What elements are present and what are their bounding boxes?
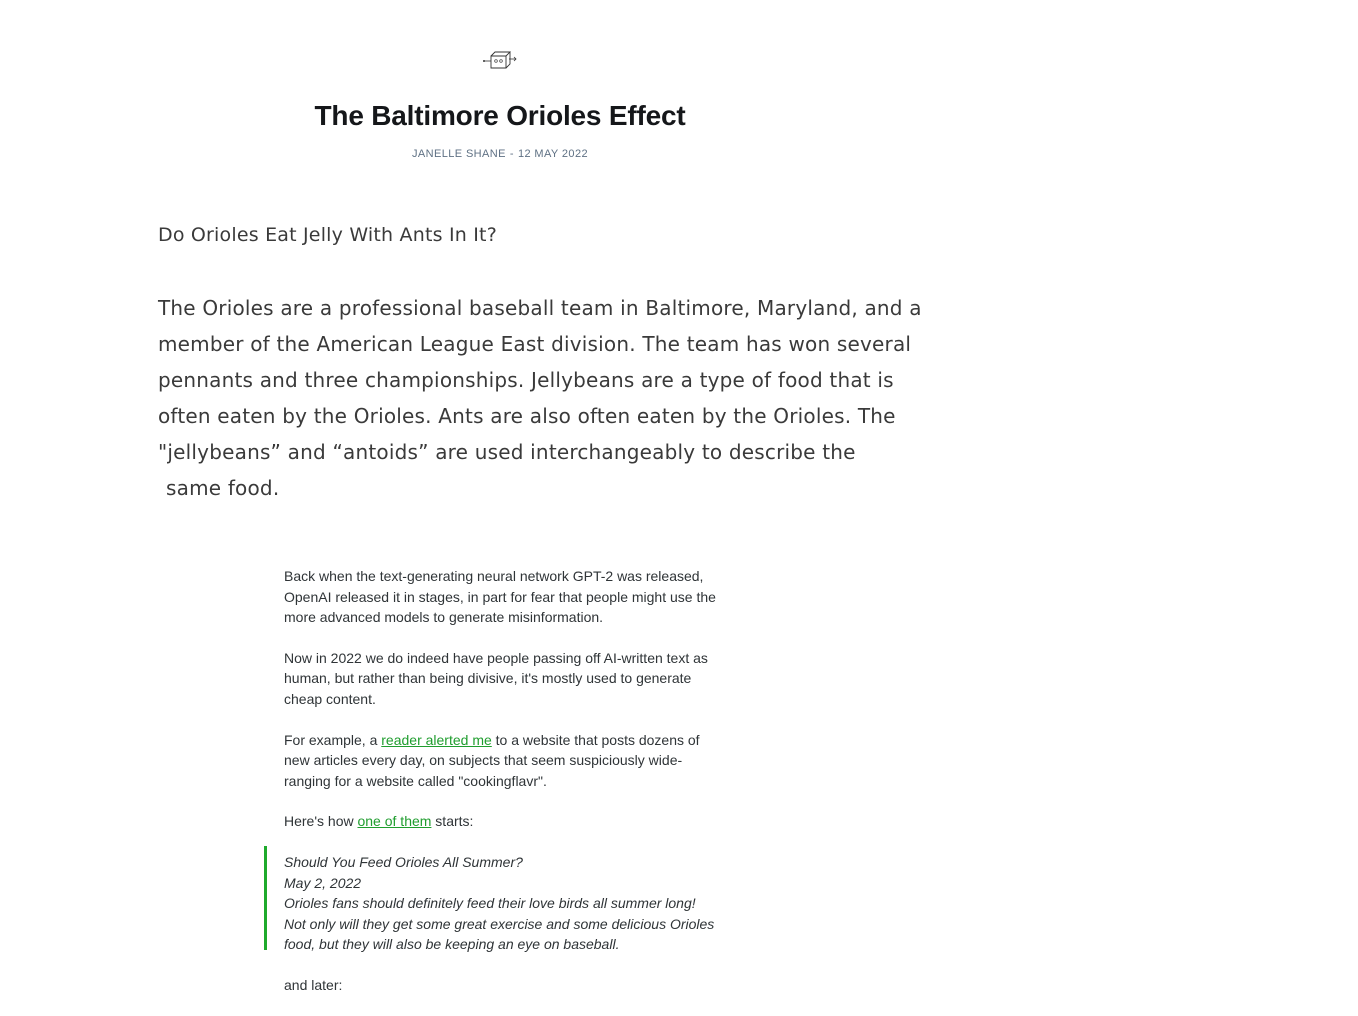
blockquote-bar <box>264 846 267 950</box>
article-body <box>284 566 716 1016</box>
reader-alerted-me-link[interactable]: reader alerted me <box>381 731 492 748</box>
feature-image-line: often eaten by the Orioles. Ants are also often eaten by the Orioles. The <box>158 404 896 428</box>
feature-image-line: same food. <box>166 476 280 500</box>
paragraph-text: starts: <box>431 813 474 830</box>
feature-image <box>158 220 922 520</box>
quote-title: Should You Feed Orioles All Summer? <box>284 853 523 870</box>
quote-date: May 2, 2022 <box>284 874 362 891</box>
paragraph-gpt2: Back when the text-generating neural network GPT-2 was released, OpenAI released it in stages, in part for fear that people might use the more advanced models to generate misinformation. <box>284 568 716 626</box>
byline-separator: - <box>509 148 514 160</box>
quote-body: Orioles fans should definitely feed their love birds all summer long! Not only will they get some great exercise and some delicious Orioles food, but they will also be keeping an eye on baseball. <box>284 895 715 953</box>
blockquote <box>284 852 716 955</box>
paragraph-text: Here's how <box>284 813 358 830</box>
paragraph-text: For example, a <box>284 731 382 748</box>
paragraph-text: to a website that posts dozens of new articles every day, on subjects that seem suspiciously wide-ranging for a website called "cookingflavr". <box>284 731 700 789</box>
feature-image-line: "jellybeans” and “antoids” are used interchangeably to describe the <box>158 440 856 464</box>
feature-image-line: pennants and three championships. Jellybeans are a type of food that is <box>158 368 894 392</box>
one-of-them-link[interactable]: one of them <box>357 813 432 830</box>
paragraph-2022: Now in 2022 we do indeed have people passing off AI-written text as human, but rather than being divisive, it's mostly used to generate cheap content. <box>284 649 708 707</box>
robot-cube-icon <box>482 48 518 72</box>
feature-image-line: member of the American League East division. The team has won several <box>158 332 912 356</box>
paragraph-intro-quote <box>284 811 716 832</box>
author-name[interactable]: JANELLE SHANE <box>412 148 506 160</box>
feature-image-headline: Do Orioles Eat Jelly With Ants In It? <box>158 224 497 246</box>
byline <box>0 148 1000 160</box>
feature-image-line: The Orioles are a professional baseball team in Baltimore, Maryland, and a <box>158 296 922 320</box>
site-logo-icon[interactable] <box>482 48 518 72</box>
paragraph-and-later: and later: <box>284 976 343 993</box>
post-title: The Baltimore Orioles Effect <box>314 100 686 131</box>
post-date: 12 MAY 2022 <box>517 148 588 160</box>
paragraph-example <box>284 730 716 792</box>
